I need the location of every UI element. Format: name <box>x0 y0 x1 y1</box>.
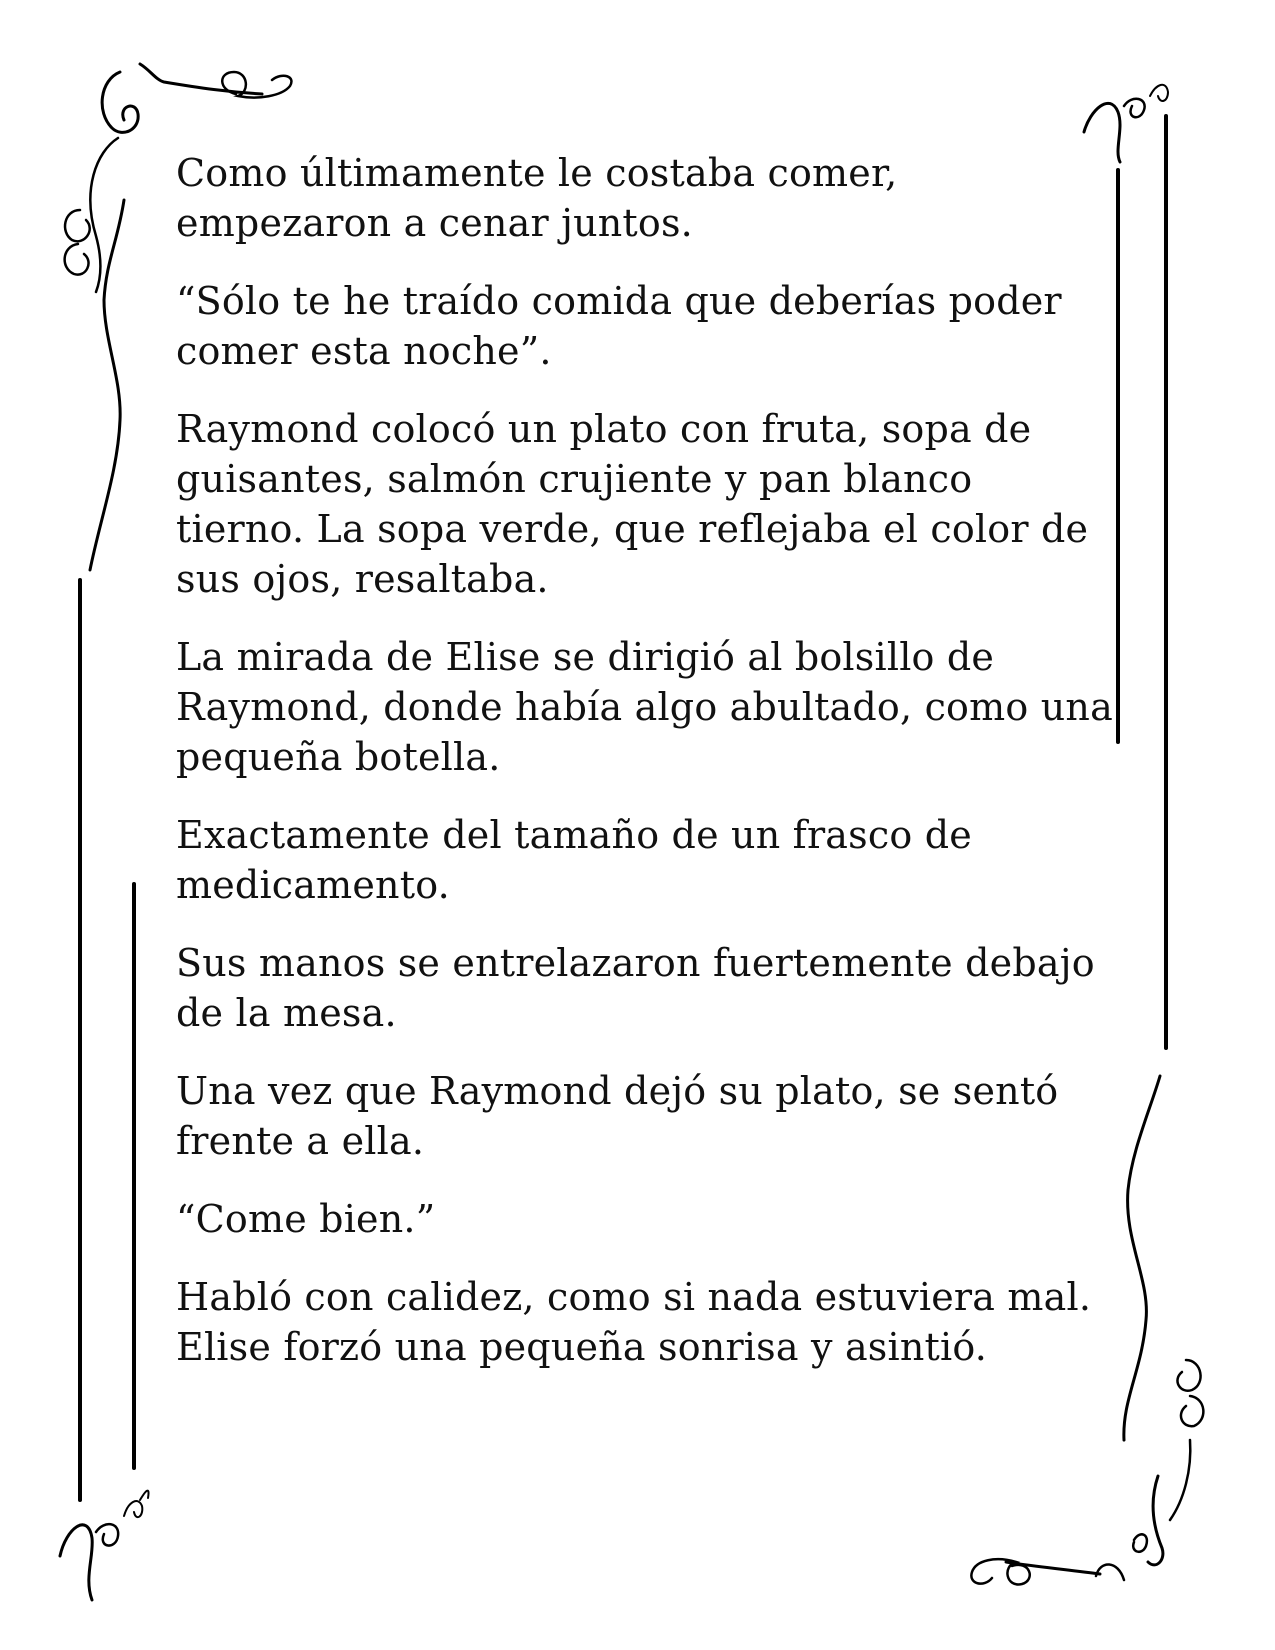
bottom-left-flourish <box>60 1491 149 1600</box>
right-border-lines <box>1118 116 1166 1048</box>
page-body-text <box>176 148 1116 1372</box>
paragraph: Habló con calidez, como si nada estuviera mal. Elise forzó una pequeña sonrisa y asintió. <box>176 1275 1092 1369</box>
left-border-lines <box>80 580 134 1500</box>
paragraph: “Come bien.” <box>176 1197 436 1241</box>
paragraph: Como últimamente le costaba comer, empezaron a cenar juntos. <box>176 151 898 245</box>
paragraph: Raymond colocó un plato con fruta, sopa de guisantes, salmón crujiente y pan blanco tierno. La sopa verde, que reflejaba el color de sus ojos, resaltaba. <box>176 407 1089 601</box>
paragraph: Exactamente del tamaño de un frasco de medicamento. <box>176 813 972 907</box>
paragraph: La mirada de Elise se dirigió al bolsillo de Raymond, donde había algo abultado, como una pequeña botella. <box>176 635 1113 779</box>
paragraph: Sus manos se entrelazaron fuertemente debajo de la mesa. <box>176 941 1095 1035</box>
paragraph: “Sólo te he traído comida que deberías poder comer esta noche”. <box>176 279 1062 373</box>
paragraph: Una vez que Raymond dejó su plato, se sentó frente a ella. <box>176 1069 1059 1163</box>
